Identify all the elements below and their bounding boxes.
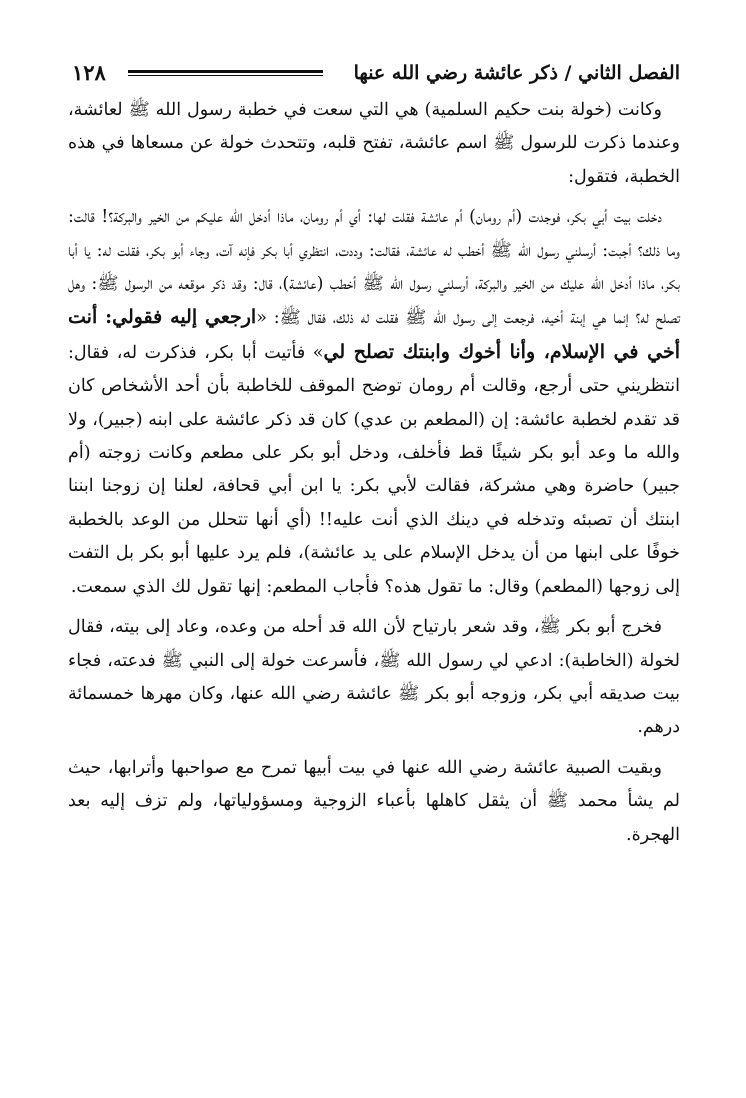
page-number: ١٢٨ [72, 60, 106, 85]
paragraph-text: » فأتيت أبا بكر، فذكرت له، فقال: انتظريني حتى أرجع، وقالت أم رومان توضح الموقف للخاطبة بأن أحد الأشخاص كان قد تقدم لخطبة عائشة: إن (المطعم بن عدي) كان قد ذكر عائشة على ابنه (جبير)، ولا والله ما وعد أبو بكر شيئًا قط فأخلف، ودخل أبو بكر على مطعم وكانت زوجته (أم جبير) حاضرة وهي مشركة، فقالت لأبي بكر: يا ابن أبي قحافة، لعلنا إن زوجنا ابننا ابنتك أن تصبئه وتدخله في دينك الذي أنت عليه!! (أي أنها تتحلل من الوعد بالخطبة خوفًا على ابنها من أن يدخل الإسلام على يد عائشة)، فلم يرد عليها أبو بكر بل التفت إلى زوجها (المطعم) وقال: ما تقول هذه؟ فأجاب المطعم: إنها تقول لك الذي سمعت. [68, 342, 680, 597]
paragraph-text: فخرج أبو بكر ﷺ، وقد شعر بارتياح لأن الله قد أحله من وعده، وعاد إلى بيته، فقال لخولة (الخاطبة): ادعي لي رسول الله ﷺ، فأسرعت خولة إلى النبي ﷺ فدعته، فجاء بيت صديقه أبي بكر، وزوجه أبو بكر ﷺ عائشة رضي الله عنها، وكان مهرها خمسمائة درهم. [68, 617, 680, 738]
paragraph-text: وكانت (خولة بنت حكيم السلمية) هي التي سعت في خطبة رسول الله ﷺ لعائشة، وعندما ذكرت للرسول ﷺ اسم عائشة، تفتح قلبه، وتتحدث خولة عن مسعاها في هذه الخطبة، فتقول: [68, 100, 680, 187]
header-rule [128, 70, 323, 76]
paragraph [68, 611, 680, 745]
page-header [70, 58, 680, 88]
paragraph [68, 752, 680, 852]
paragraph-text: دخلت بيت أبي بكر، فوجدت (أم رومان) أم عائشة فقلت لها: أي أم رومان، ماذا أدخل الله عليكم من الخير والبركة؟! قالت: وما ذلك؟ أجبت: أرسلني رسول الله ﷺ أخطب له عائشة، فقالت: وددت، انتظري أبا بكر فإنه آت، وجاء أبو بكر، فقلت له: يا أبا بكر، ماذا أدخل الله عليك من الخير والبركة، أرسلني رسول الله ﷺ أخطب (عائشة)، قال: وقد ذكر موقعه من الرسول ﷺ: وهل تصلح له؟ إنما هي إبنة أخيه، فرجعت إلى رسول الله ﷺ فقلت له ذلك، فقال ﷺ: « [68, 207, 681, 329]
paragraph-text: وبقيت الصبية عائشة رضي الله عنها في بيت أبيها تمرح مع صواحبها وأترابها، حيث لم يشأ محمد ﷺ أن يثقل كاهلها بأعباء الزوجية ومسؤولياتها، ولم تزف إليه بعد الهجرة. [68, 757, 680, 845]
paragraph [68, 201, 680, 604]
paragraph [68, 94, 680, 194]
hadith-quote: ارجعي إليه فقولي: أنت أخي في الإسلام، وأنا أخوك وابنتك تصلح لي [68, 306, 680, 363]
body-text [68, 94, 680, 852]
chapter-title: الفصل الثاني / ذكر عائشة رضي الله عنها [353, 62, 680, 84]
